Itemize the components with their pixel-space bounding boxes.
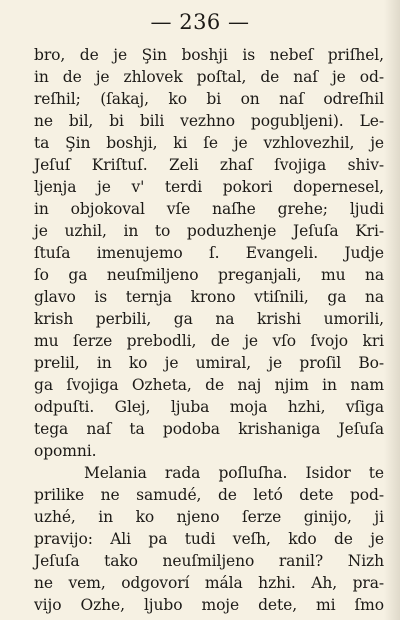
text-line: ne bil, bi bili vezhno pogubljeni). Le- (34, 112, 384, 130)
text-line: vijo Ozhe, ljubo moje dete, mi ſmo (34, 596, 384, 614)
text-line: prelil, in ko je umiral, je proſil Bo- (34, 354, 384, 372)
text-line: krish perbili, ga na krishi umorili, (34, 310, 384, 328)
text-line: ſo ga neuſmiljeno preganjali, mu na (34, 266, 384, 284)
page-text (34, 44, 384, 616)
text-line: je uzhil, in to poduzhenje Jeſuſa Kri- (34, 222, 384, 240)
paragraph-2 (34, 462, 384, 616)
text-line: uzhé, in ko njeno ſerze ginijo, ji (34, 508, 384, 526)
text-line: in objokoval vſe naſhe grehe; ljudi (34, 200, 384, 218)
text-line: Jeſuſ Kriſtuſ. Zeli zhaſ ſvojiga shiv- (34, 156, 384, 174)
text-line: ta Şin boshji, ki ſe je vzhlovezhil, je (34, 134, 384, 152)
text-line: Jeſuſa tako neuſmiljeno ranil? Nizh (34, 552, 384, 570)
text-line: Melania rada poſluſha. Isidor te (84, 464, 384, 482)
text-line: in de je zhlovek poſtal, de naſ je od- (34, 68, 384, 86)
text-line: opomni. (34, 442, 97, 460)
text-line: mu ſerze prebodli, de je vſo ſvojo kri (34, 332, 384, 350)
text-line: ſtuſa imenujemo ſ. Evangeli. Judje (34, 244, 384, 262)
text-line: odpuſti. Glej, ljuba moja hzhi, vſiga (34, 398, 384, 416)
page-number: — 236 — (150, 10, 250, 34)
text-line: glavo is ternja krono vtiſnili, ga na (34, 288, 384, 306)
text-line: ne vem, odgovorí mála hzhi. Ah, pra- (34, 574, 384, 592)
text-line: ga ſvojiga Ozheta, de naj njim in nam (34, 376, 384, 394)
text-line: prilike ne samudé, de letó dete pod- (34, 486, 384, 504)
page-edge-shadow (384, 0, 400, 620)
text-line: ljenja je v' terdi pokori dopernesel, (34, 178, 384, 196)
text-line: bro, de je Şin boshji is nebeſ priſhel, (34, 46, 384, 64)
text-line: pravijo: Ali pa tudi veſh, kdo de je (34, 530, 384, 548)
text-line: reſhil; (ſakaj, ko bi on naſ odreſhil (34, 90, 384, 108)
text-line: tega naſ ta podoba krishaniga Jeſuſa (34, 420, 384, 438)
paragraph-1 (34, 44, 384, 462)
